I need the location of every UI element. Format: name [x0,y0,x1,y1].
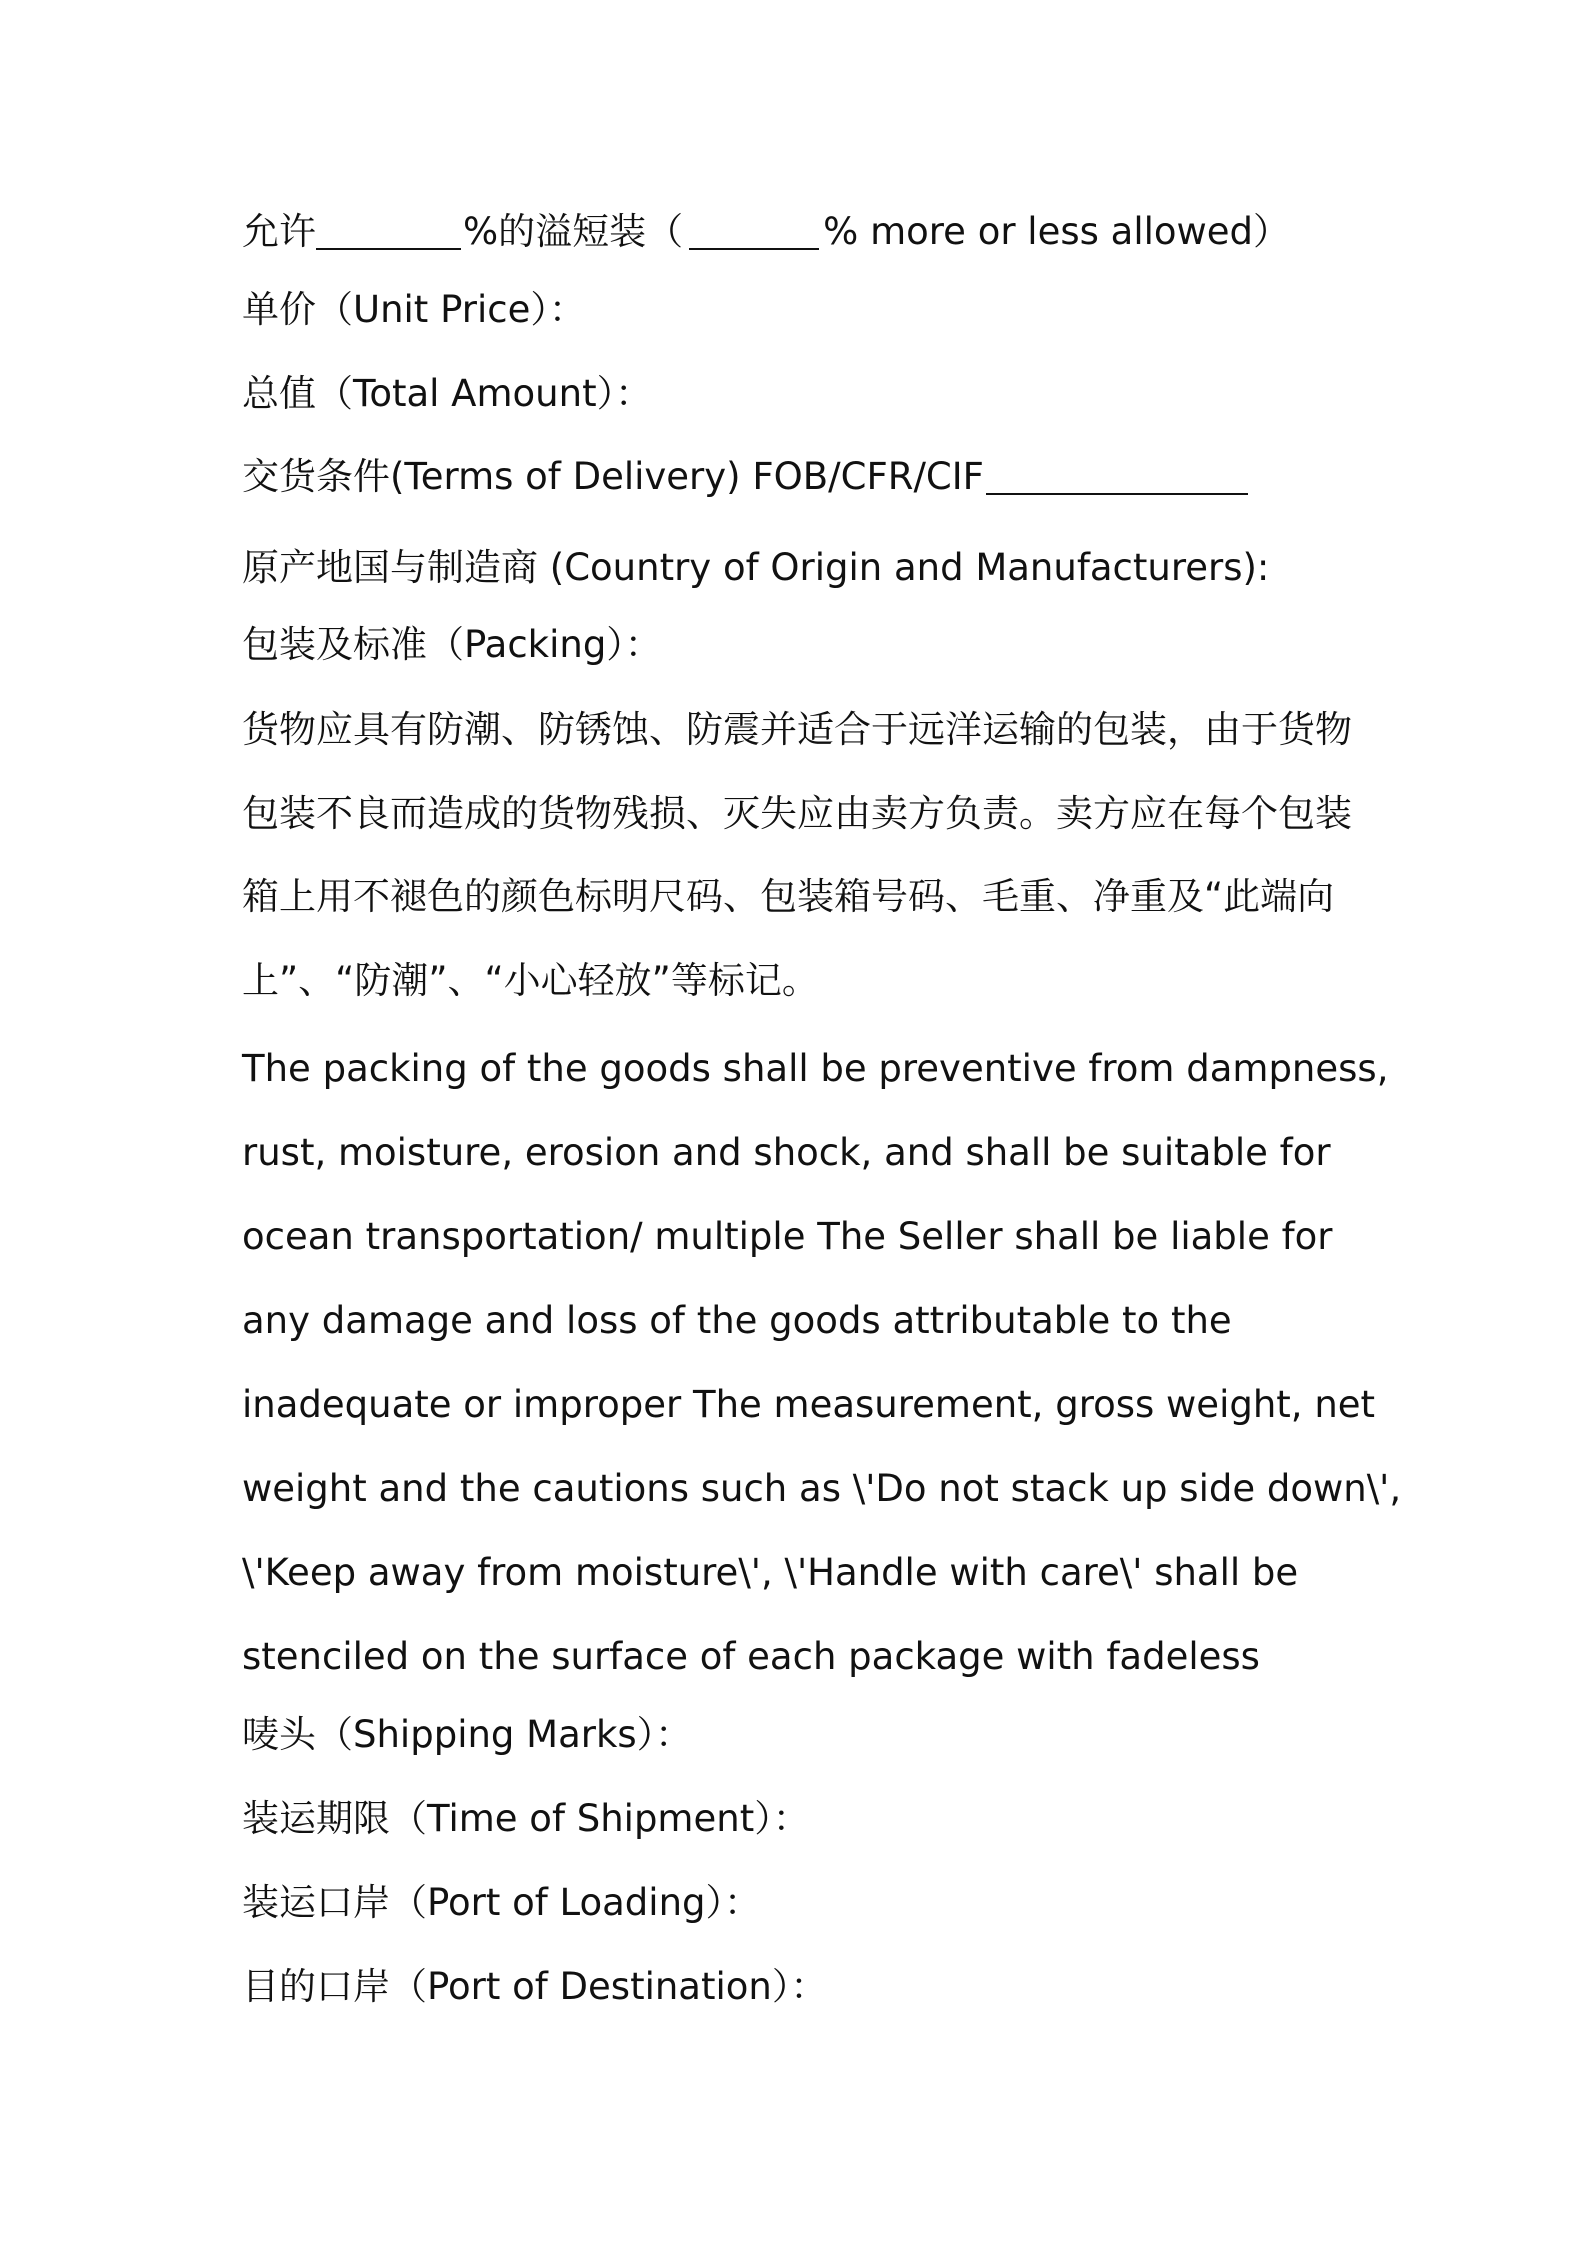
packing-en-line: any damage and loss of the goods attributable to the [242,1299,1232,1342]
packing-en-line: stenciled on the surface of each package with fadeless [242,1635,1260,1678]
port-of-loading-label: 装运口岸（Port of Loading）： [242,1881,762,1924]
packing-en-line: inadequate or improper The measurement, gross weight, net [242,1383,1376,1426]
delivery-blank[interactable] [986,457,1248,495]
port-of-destination-label: 目的口岸（Port of Destination）： [242,1965,828,2008]
allowance-blank-cn[interactable] [316,212,461,250]
allowance-mid: %的溢短装（ [463,210,684,253]
packing-en-line: rust, moisture, erosion and shock, and shall be suitable for [242,1131,1331,1174]
unit-price-label: 单价（Unit Price）： [242,288,586,331]
time-of-shipment-label: 装运期限（Time of Shipment）： [242,1797,810,1840]
packing-cn-line: 包装不良而造成的货物残损、灭失应由卖方负责。卖方应在每个包装 [242,792,1352,835]
packing-heading: 包装及标准（Packing）： [242,623,662,666]
total-amount-label: 总值（Total Amount）： [242,372,653,415]
packing-en-line: weight and the cautions such as \'Do not stack up side down\', [242,1467,1402,1510]
packing-cn-line: 货物应具有防潮、防锈蚀、防震并适合于远洋运输的包装，由于货物 [242,708,1352,751]
packing-en-line: The packing of the goods shall be preventive from dampness, [242,1047,1389,1090]
packing-en-line: ocean transportation/ multiple The Seller shall be liable for [242,1215,1333,1258]
delivery-label: 交货条件(Terms of Delivery) FOB/CFR/CIF [242,455,984,498]
delivery-line [242,452,1248,502]
allowance-line [242,207,1290,257]
origin-label: 原产地国与制造商 (Country of Origin and Manufacturers): [242,546,1270,589]
allowance-suffix: % more or less allowed） [823,210,1291,253]
allowance-prefix: 允许 [242,210,316,253]
packing-cn-line: 箱上用不褪色的颜色标明尺码、包装箱号码、毛重、净重及“此端向 [242,875,1335,918]
allowance-blank-en[interactable] [689,212,819,250]
packing-cn-line: 上”、“防潮”、“小心轻放”等标记。 [242,959,819,1002]
packing-en-line: \'Keep away from moisture\', \'Handle with care\' shall be [242,1551,1299,1594]
shipping-marks-label: 唛头（Shipping Marks）： [242,1713,693,1756]
